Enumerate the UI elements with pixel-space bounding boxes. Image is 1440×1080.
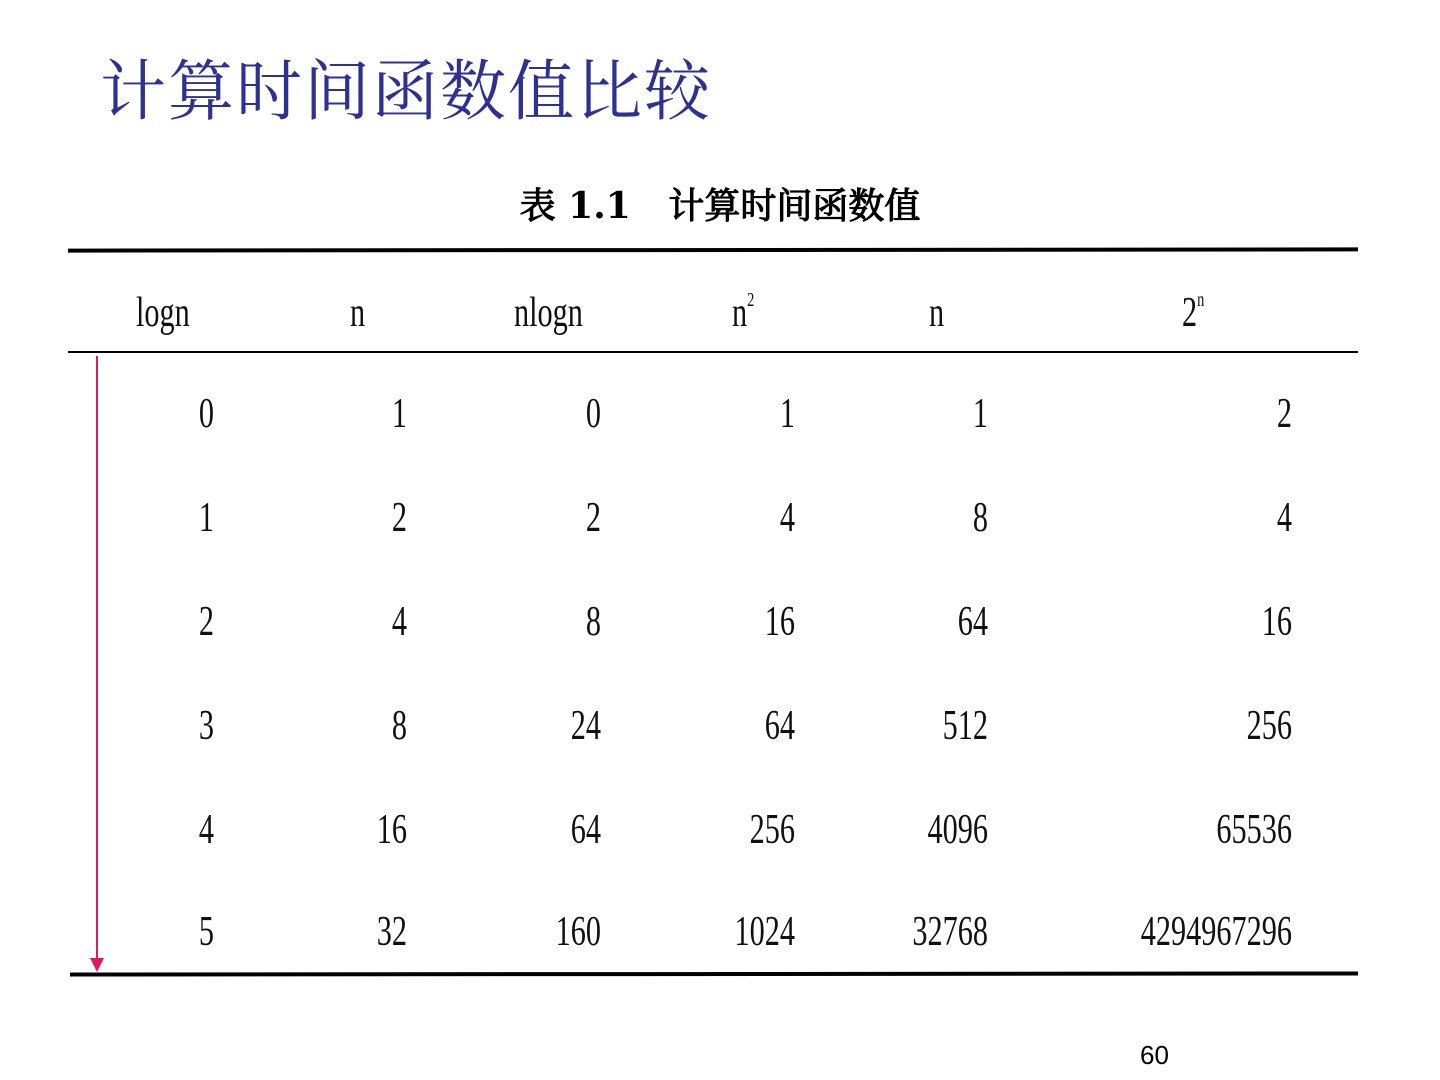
header-n-cubed: n [929, 290, 945, 336]
table-cell: 8 [585, 599, 601, 645]
slide-title: 计算时间函数值比较 [100, 53, 712, 130]
table-cell: 1 [779, 391, 795, 437]
header-nlogn: nlogn [514, 290, 583, 336]
table-cell: 64 [764, 703, 795, 749]
table-cell: 4 [1276, 495, 1292, 541]
table-cell: 3 [198, 703, 214, 749]
table-cell: 256 [1246, 703, 1292, 749]
table-caption: 表 1.1 计算时间函数值 [519, 185, 921, 227]
table-bottom-rule [70, 971, 1358, 976]
table-cell: 2 [585, 495, 601, 541]
table-cell: 1 [972, 391, 988, 437]
table-cell: 64 [570, 807, 601, 853]
table-cell: 65536 [1216, 807, 1292, 853]
table-cell: 4096 [927, 807, 988, 853]
table-cell: 8 [391, 703, 407, 749]
table-cell: 16 [376, 807, 407, 853]
table-cell: 0 [198, 391, 214, 437]
table-cell: 2 [391, 495, 407, 541]
table-cell: 1024 [734, 909, 795, 955]
table-header-rule [68, 351, 1358, 353]
header-n: n [350, 290, 366, 336]
table-cell: 4294967296 [1140, 909, 1292, 955]
table-cell: 4 [391, 599, 407, 645]
header-2-power-n: 2$^n$ [1182, 289, 1205, 336]
table-cell: 5 [198, 909, 214, 955]
table-cell: 4 [198, 807, 214, 853]
table-cell: 24 [570, 703, 601, 749]
table-cell: 0 [585, 391, 601, 437]
table-cell: 16 [1261, 599, 1292, 645]
table-cell: 4 [779, 495, 795, 541]
table-cell: 8 [972, 495, 988, 541]
table-cell: 16 [764, 599, 795, 645]
table-cell: 64 [957, 599, 988, 645]
table-top-rule [68, 247, 1358, 252]
down-arrow-icon [86, 356, 108, 976]
table-cell: 1 [391, 391, 407, 437]
header-n-squared: $n^2$ [732, 289, 755, 336]
table-cell: 2 [198, 599, 214, 645]
table-cell: 512 [942, 703, 988, 749]
table-cell: 2 [1276, 391, 1292, 437]
table-cell: 32768 [912, 909, 988, 955]
page-number: 60 [1140, 1040, 1169, 1070]
table-cell: 1 [198, 495, 214, 541]
header-logn: logn [136, 290, 190, 336]
table-cell: 256 [749, 807, 795, 853]
table-cell: 160 [555, 909, 601, 955]
table-cell: 32 [376, 909, 407, 955]
